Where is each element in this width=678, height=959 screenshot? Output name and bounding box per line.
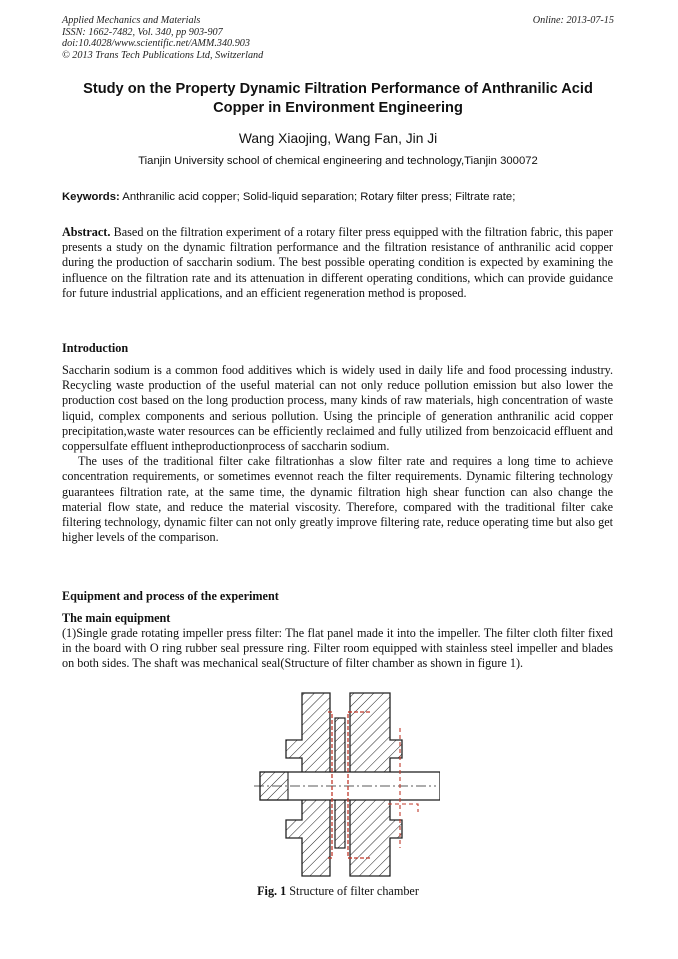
introduction-heading: Introduction <box>62 341 129 355</box>
equipment-heading: Equipment and process of the experiment <box>62 589 279 603</box>
figure-caption-text: Structure of filter chamber <box>286 884 419 898</box>
doi-line[interactable]: doi:10.4028/www.scientific.net/AMM.340.903 <box>62 38 250 49</box>
affiliation: Tianjin University school of chemical engineering and technology,Tianjin 300072 <box>138 155 538 167</box>
abstract-label: Abstract. <box>62 225 111 239</box>
journal-meta <box>62 15 263 61</box>
keywords <box>62 191 515 203</box>
journal-name: Applied Mechanics and Materials <box>62 15 201 26</box>
introduction-paragraph-2: The uses of the traditional filter cake filtrationhas a slow filter rate and requires a long time to achieve concentration requirements, or sometimes evennot reach the filter requirements. Dynamic filtering technology guarantees filtration rate, at the same time, the dynamic filtration high shear function can also change the material flow state, and reduce the material viscosity. Therefore, compared with the traditional filter cake filtering technology, dynamic filter can not only greatly improve filtering rate, reduce operating time but also get higher levels of the comparison. <box>62 454 613 545</box>
issn-line: ISSN: 1662-7482, Vol. 340, pp 903-907 <box>62 26 223 38</box>
keywords-text: Anthranilic acid copper; Solid-liquid separation; Rotary filter press; Filtrate rate; <box>119 191 516 203</box>
paper-title: Study on the Property Dynamic Filtration Performance of Anthranilic Acid Copper in Environment Engineering <box>83 81 593 116</box>
outlet-pipe <box>388 804 418 812</box>
online-date: Online: 2013-07-15 <box>532 15 614 26</box>
chamber-drawing <box>254 693 440 876</box>
main-equipment-subheading: The main equipment <box>62 611 171 625</box>
keywords-label: Keywords: <box>62 191 120 203</box>
authors: Wang Xiaojing, Wang Fan, Jin Ji <box>238 131 438 146</box>
introduction-body <box>62 363 613 545</box>
introduction-paragraph-1: Saccharin sodium is a common food additives which is widely used in daily life and food processing industry. Recycling waste production of the useful material can not only reduce pollution emission but also lower the production cost based on the long production process, many kinds of raw materials, high concentration of waste liquid, complex components and serious pollution. Using the principle of generation anthranilic acid copper precipitation,waste water resources can be efficiently reclaimed and fully utilized from benzoicacid effluent and coppersulfate effluent intheproductionprocess of saccharin sodium. <box>62 363 613 454</box>
figure-caption <box>62 884 614 899</box>
figure-label: Fig. 1 <box>257 884 287 898</box>
copyright-line: © 2013 Trans Tech Publications Ltd, Switzerland <box>62 49 264 61</box>
filter-chamber-figure <box>240 688 440 884</box>
equipment-paragraph: (1)Single grade rotating impeller press filter: The flat panel made it into the impeller. The filter cloth filter fixed in the board with O ring rubber seal pressure ring. Filter room equipped with stainless steel impeller and blades on both sides. The shaft was mechanical seal(Structure of filter chamber as shown in figure 1). <box>62 626 613 671</box>
abstract <box>62 225 613 301</box>
abstract-text: Based on the filtration experiment of a rotary filter press equipped with the filtration fabric, this paper presents a study on the dynamic filtration performance and the filtration resistance of anthranilic acid copper during the production of saccharin sodium. The best possible operating condition is expected by examining the influence on the filtration rate and its attenuation in different operating conditions, which can provide guidance for future industrial applications, and an efficient regeneration method is proposed. <box>62 225 613 300</box>
